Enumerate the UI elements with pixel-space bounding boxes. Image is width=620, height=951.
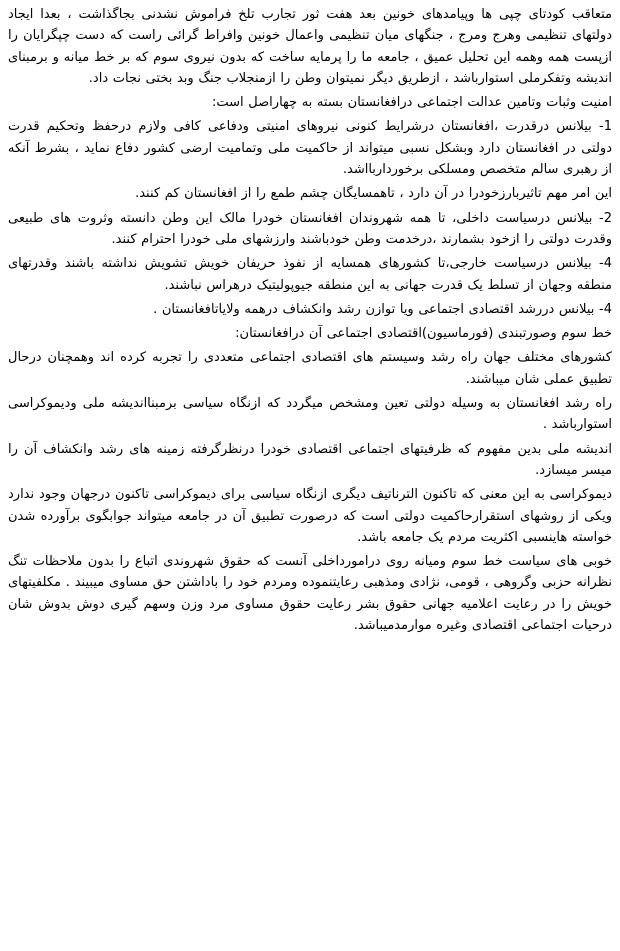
paragraph-national-thought: اندیشه ملی بدین مفهوم که ظرفیتهای اجتماعی اقتصادی خودرا درنظرگرفته زمینه های رشد وانکشاف آن را میسر میسازد. — [8, 441, 612, 478]
paragraph-four-principles-heading: امنیت وثبات وتامین عدالت اجتماعی درافغانستان بسته به چهاراصل است: — [212, 95, 612, 111]
paragraph-democracy: دیموکراسی به این معنی که تاکنون الترناتیف دیگری ازنگاه سیاسی برای دیموکراسی تاکنون درجهان وجود ندارد ویکی از روشهای استقرارحاکمیت دولتی است که درصورت تطبیق آن در جامعه میتواند جوابگوی برآورده شدن خواسته هاینسبی اکثریت مردم یک جامعه باشد. — [8, 487, 612, 545]
paragraph-third-line-heading: خط سوم وصورتبندی (فورماسیون)اقتصادی اجتماعی آن درافغانستان: — [235, 326, 612, 342]
paragraph-domestic-policy: خوبی های سیاست خط سوم ومیانه روی درامورداخلی آنست که حقوق شهروندی اتباع را بدون ملاحظات تنگ نظرانه حزبی وگروهی ، قومی، نژادی ومذهبی رعایتنموده ومردم خود را باداشتن حق مساوی میبیند . مکلفیتهای خویش را در رعایت اعلامیه جهانی حقوق بشر رعایت حقوق مساوی مرد وزن وسهم گیری دوش بدوش شان درحیات اجتماعی اقتصادی وغیره موارمدمیباشد. — [8, 554, 612, 634]
paragraph-intro: متعاقب کودتای چپی ها وپیامدهای خونین بعد هفت ثور تجارب تلخ فراموش نشدنی بجاگذاشت ، بعدا ایجاد دولتهای تنظیمی وهرج ومرج ، جنگهای میان تنظیمی واعمال خونین وافراط گرائی راست که دست چپگرایان را ازپست همه وهمه این تحلیل عمیق ، جامعه ما را پرمایه ساخت که بدون نیروی سوم که بر خط میانه و برمبنای اندیشه وتفکرملی استوارباشد ، ازطریق دیگر نمیتوان وطن را ازمنجلاب جنگ وبد بختی نجات داد. — [8, 7, 612, 86]
paragraph-principle-2: 2- بیلانس درسیاست داخلی، تا همه شهروندان افغانستان خودرا مالک این وطن دانسته وثروت های طبیعی وقدرت دولتی را ازخود بشمارند ،درخدمت وطن خودباشند وارزشهای ملی خودرا احترام کنند. — [8, 210, 612, 247]
paragraph-principle-1: 1- بیلانس درقدرت ،افغانستان درشرایط کنونی نیروهای امنیتی ودفاعی کافی ولازم درحفظ وتحکیم قدرت دولتی در افغانستان دارد وبشکل نسبی میتواند از حاکمیت ملی وتمامیت ارضی کشور دفاع نماید ، بشرط آنکه از رهبری سالم متخصص ومسلکی برخورداربااشد. — [8, 119, 612, 178]
paragraph-principle-3: 4- بیلانس درسیاست خارجی،تا کشورهای همسایه از نفوذ حریفان خویش تشویش نداشته باشند وقدرتهای منطقه وجهان از تسلط یک قدرت جهانی به این منطقه جیوپولیتیک درهراس نباشند. — [8, 256, 612, 293]
paragraph-principle-1-note: این امر مهم تاثیربارزخودرا در آن دارد ، تاهمسایگان چشم طمع را از افغانستان کم کنند. — [135, 186, 612, 202]
paragraph-development-path: راه رشد افغانستان به وسیله دولتی تعین ومشخص میگردد که ازنگاه سیاسی برمبنااندیشه ملی ودیموکراسی استوارباشد . — [8, 396, 612, 433]
paragraph-principle-4: 4- بیلانس دررشد اقتصادی اجتماعی ویا توازن رشد وانکشاف درهمه ولایاتافغانستان . — [153, 301, 612, 317]
paragraph-development-systems: کشورهای مختلف جهان راه رشد وسیستم های اقتصادی اجتماعی متعددی را تجربه کرده اند وهمچنان درحال تطبیق عملی شان میباشند. — [8, 350, 612, 387]
